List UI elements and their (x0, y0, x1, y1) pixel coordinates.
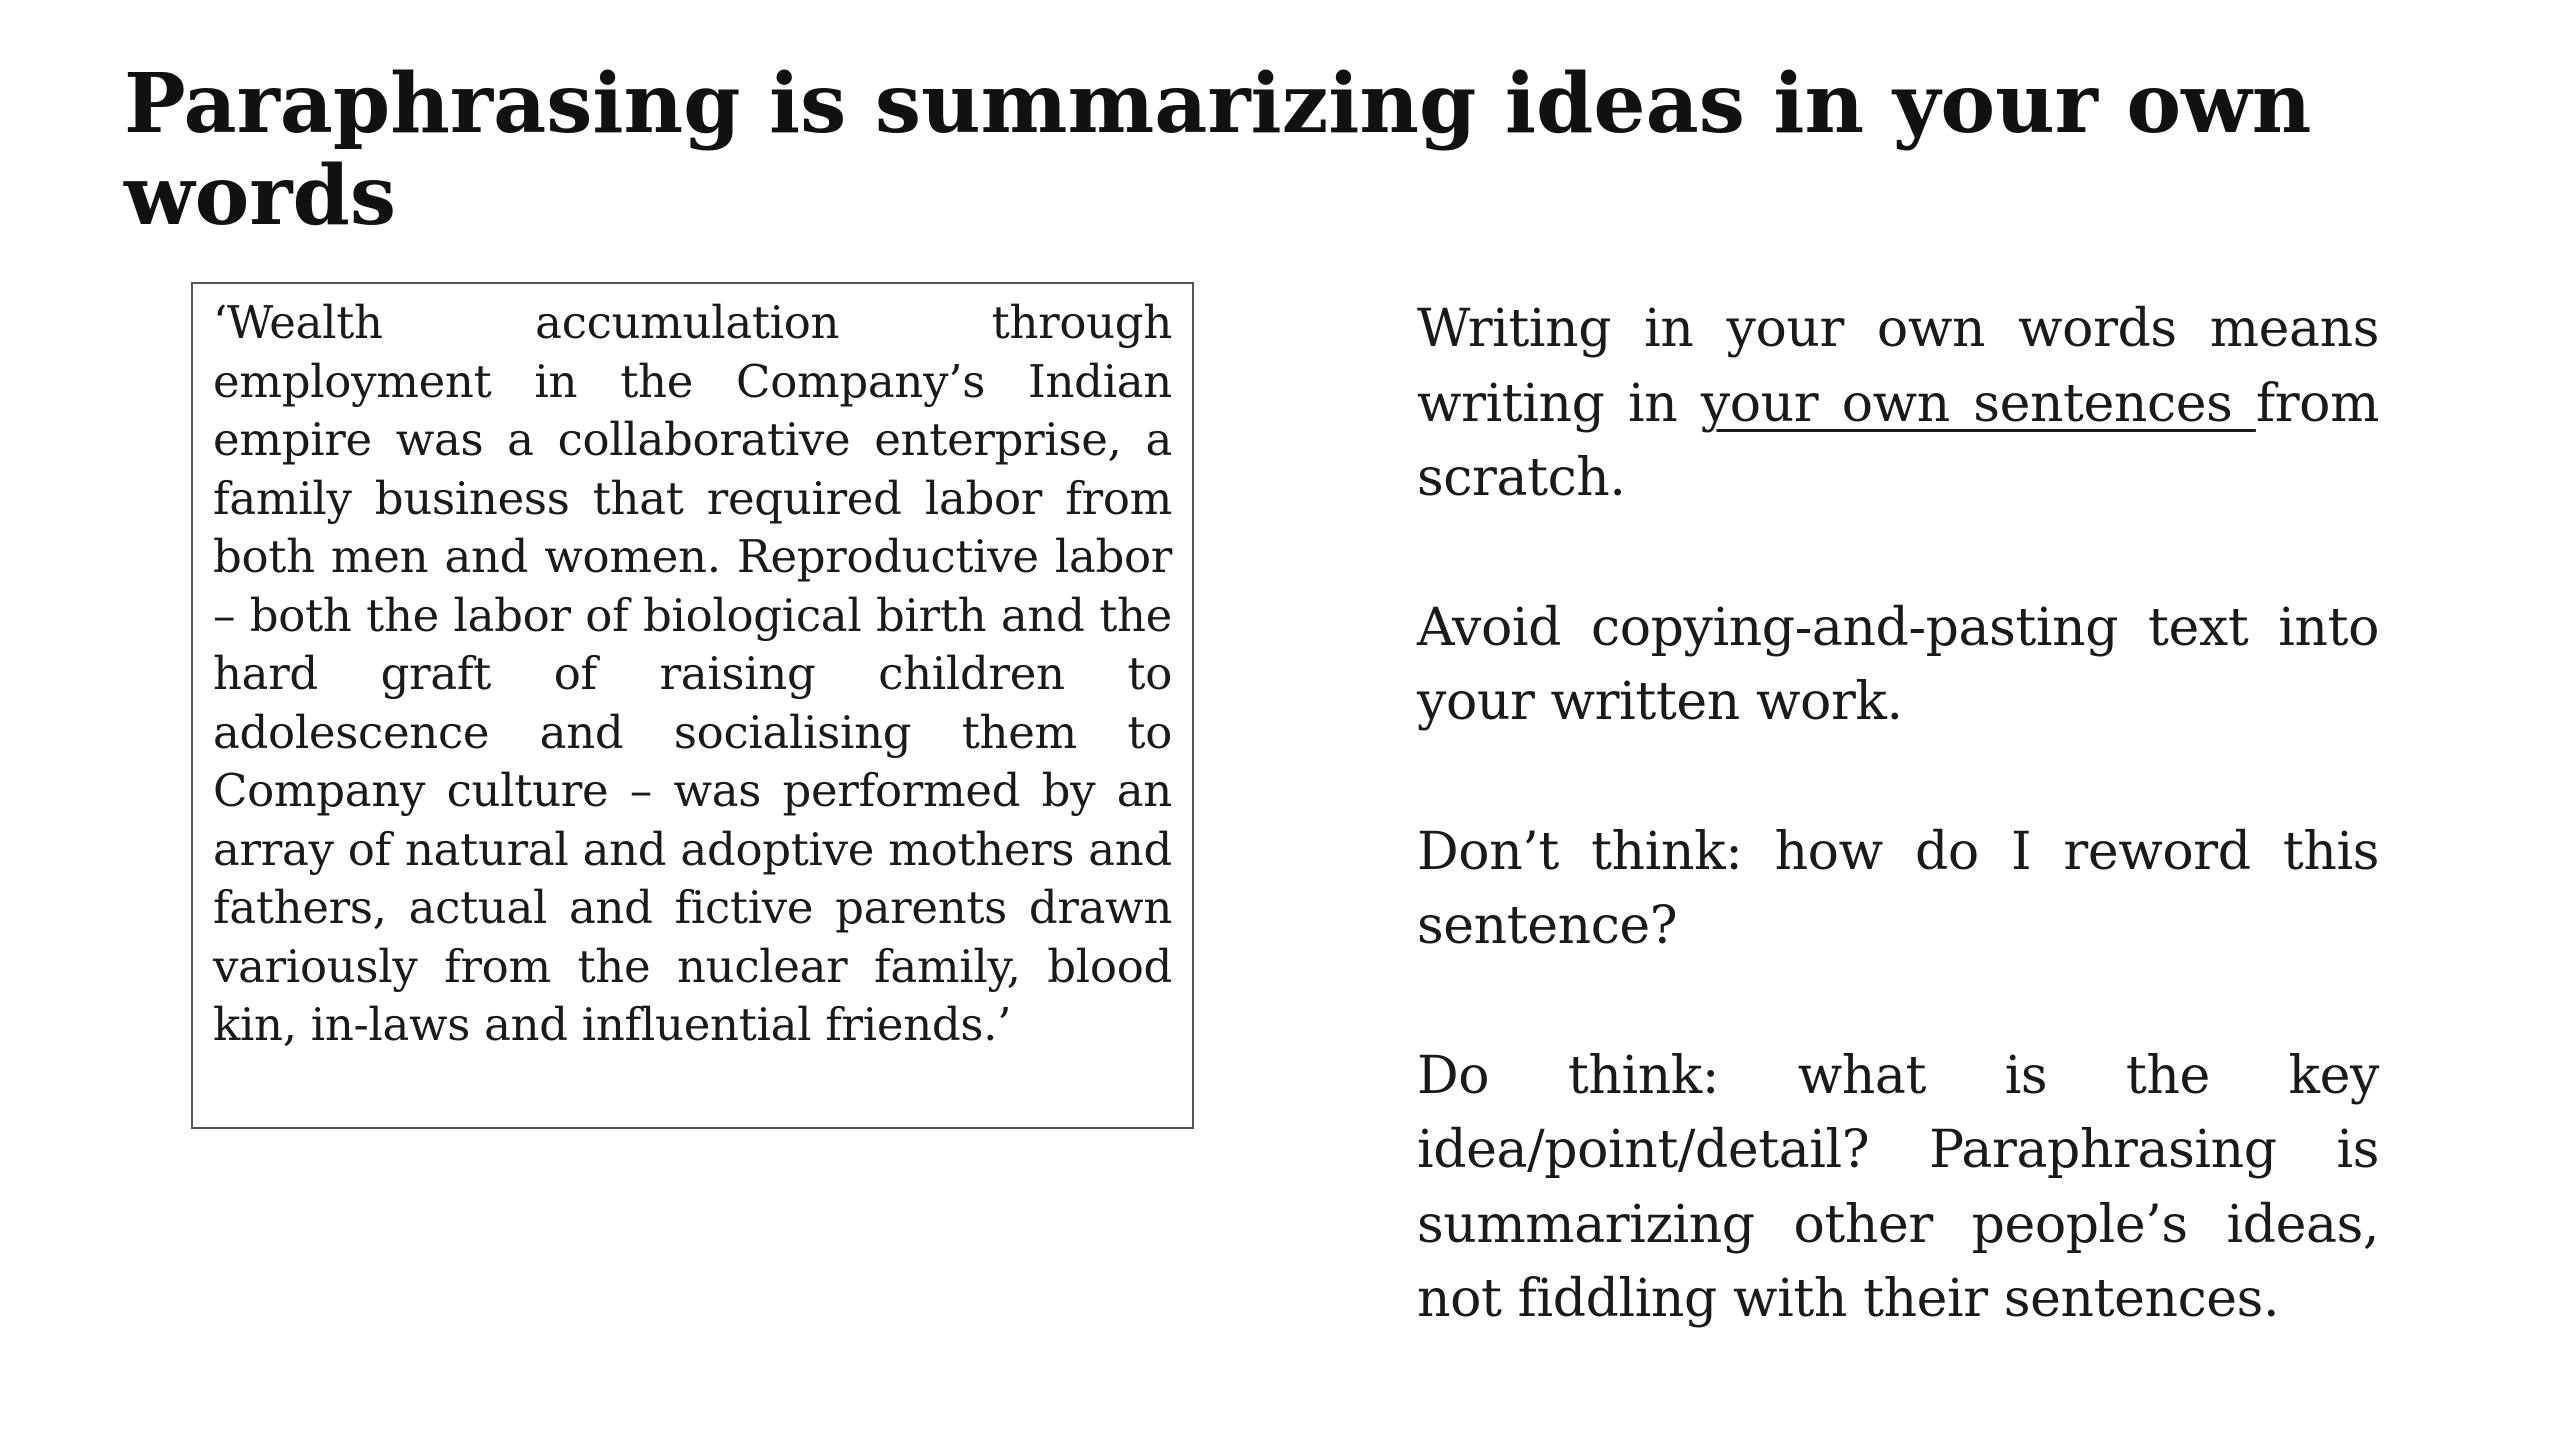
quote-box (191, 282, 1194, 1129)
quote-text: ‘Wealth accumulation through employment in the Company’s Indian empire was a collaborative enterprise, a family business that required labor from both men and women. Reproductive labor – both the labor of biological birth and the hard graft of raising children to adolescence and socialising them to Company culture – was performed by an array of natural and adoptive mothers and fathers, actual and fictive parents drawn variously from the nuclear family, blood kin, in-laws and influential friends.’ (213, 296, 1172, 1051)
point-own-words-emphasis: your own sentences (1700, 373, 2256, 434)
point-own-words-start: Writing in your own words means writing in (1417, 299, 2379, 434)
point-own-words (1417, 292, 2379, 516)
point-do-think: Do think: what is the key idea/point/detail? Paraphrasing is summarizing other people’s ideas, not fiddling with their sentences. (1417, 1045, 2379, 1329)
key-points (1417, 292, 2379, 1337)
point-avoid-copying: Avoid copying-and-pasting text into your written work. (1417, 597, 2379, 732)
point-own-words-end: from scratch. (1417, 373, 2379, 508)
point-dont-think: Don’t think: how do I reword this sentence? (1417, 821, 2379, 956)
slide-title: Paraphrasing is summarizing ideas in your own words (124, 56, 2312, 244)
